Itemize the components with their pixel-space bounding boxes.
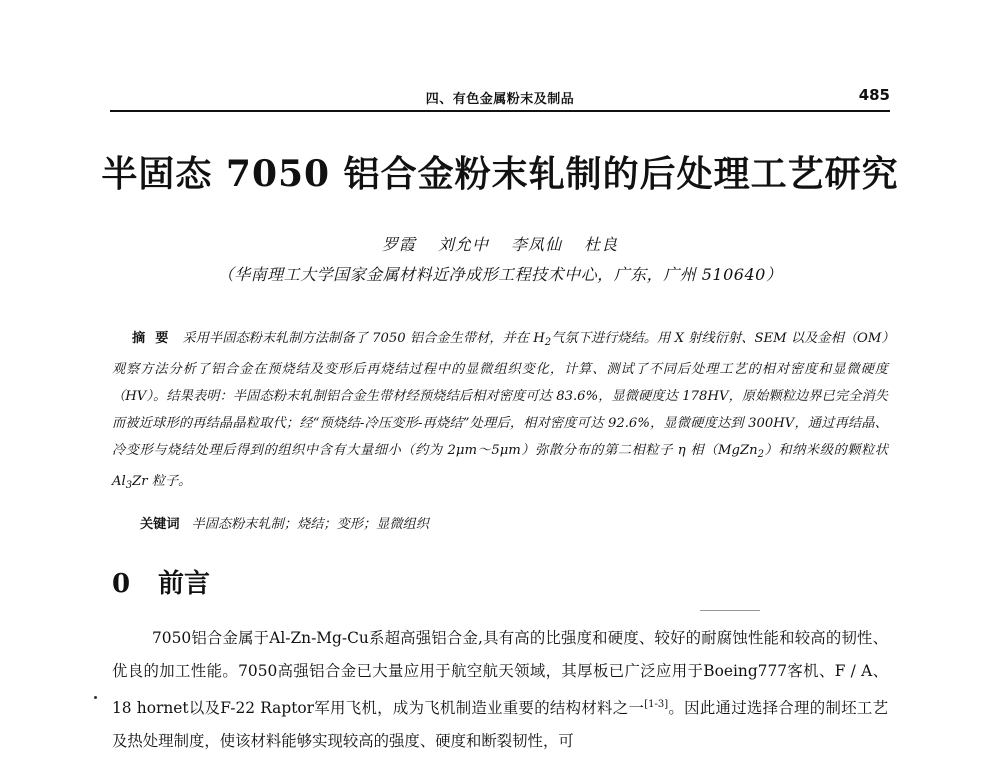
keywords-label: 关键词 — [140, 517, 180, 532]
author-list: 罗霞 刘允中 李凤仙 杜良 — [381, 235, 619, 254]
abstract-label: 摘要 — [132, 331, 179, 346]
abstract-text-4: Zr 粒子。 — [132, 474, 192, 489]
body-text-1: 7050铝合金属于Al-Zn-Mg-Cu系超高强铝合金,具有高的比强度和硬度、较好的耐腐蚀性能和较高的韧性、优良的加工性能。7050高强铝合金已大量应用于航空航天领域，其厚板已广泛应用于Boeing777客机、F / A、18 hornet以及F-22 Raptor军用飞机，成为飞机制造业重要的结构材料之一 — [112, 629, 888, 717]
abstract-h-subscript: 2 — [544, 337, 552, 348]
abstract-text-1: 采用半固态粉末轧制方法制备了 7050 铝合金生带材，并在 H — [182, 331, 545, 346]
section-title: 前言 — [158, 569, 211, 599]
keywords — [140, 513, 888, 532]
margin-mark — [94, 696, 97, 699]
page-number: 485 — [858, 86, 890, 104]
section-divider — [700, 610, 760, 611]
section-heading — [112, 563, 892, 609]
running-header — [110, 86, 890, 112]
running-header-section: 四、有色金属粉末及制品 — [425, 92, 575, 107]
abstract-al-subscript: 3 — [125, 480, 133, 491]
citation-reference: [1-3] — [644, 699, 669, 710]
affiliation: （华南理工大学国家金属材料近净成形工程技术中心，广东，广州 510640） — [217, 265, 783, 284]
abstract-text-2: 气氛下进行烧结。用 X 射线衍射、SEM 以及金相（OM）观察方法分析了铝合金在预烧结及变形后再烧结过程中的显微组织变化，计算、测试了不同后处理工艺的相对密度和显微硬度（HV）。结果表明：半固态粉末轧制铝合金生带材经预烧结后相对密度可达 83.6%，显微硬度达 178HV，原始颗粒边界已完全消失而被近球形的再结晶晶粒取代；经“预烧结-冷压变形-再烧结”处理后，相对密度可达 92.6%，显微硬度达到 300HV，通过再结晶、冷变形与烧结处理后得到的组织中含有大量细小（约为 2μm～5μm）弥散分布的第二相粒子 η 相（MgZn — [112, 331, 889, 458]
abstract — [112, 325, 888, 499]
abstract-mgzn-subscript: 2 — [757, 449, 764, 460]
body-paragraph — [112, 622, 888, 758]
abstract-text-3: ）和纳米级的颗粒状 Al — [112, 443, 889, 489]
section-number: 0 — [112, 569, 131, 599]
body-text-2: 。因此通过选择合理的制坯工艺及热处理制度，使该材料能够实现较高的强度、硬度和断裂韧性，可 — [112, 699, 888, 750]
keywords-text: 半固态粉末轧制；烧结；变形；显微组织 — [191, 517, 429, 532]
paper-title: 半固态 7050 铝合金粉末轧制的后处理工艺研究 — [101, 153, 899, 195]
